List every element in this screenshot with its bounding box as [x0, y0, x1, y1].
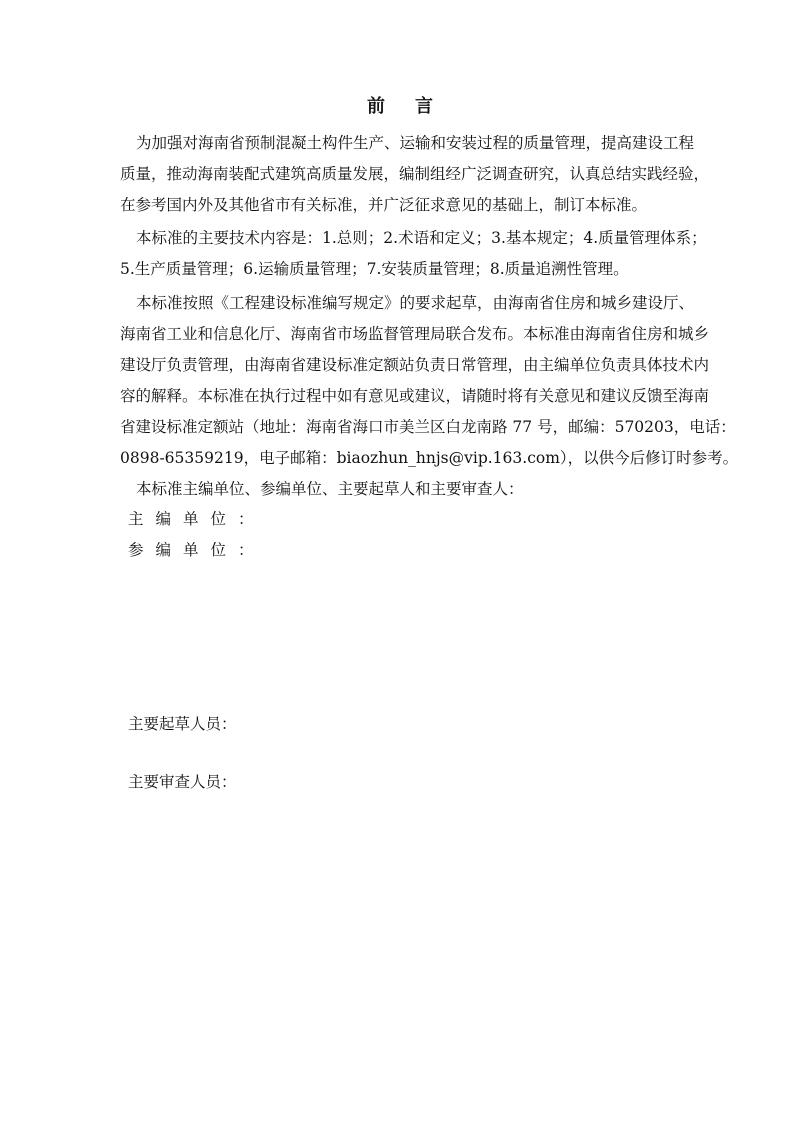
paragraph-line: 0898-65359219，电子邮箱：biaozhun_hnjs@vip.163.com），以供今后修订时参考。: [120, 449, 739, 467]
chief-unit-label: 主编单位：: [128, 510, 266, 528]
paragraph-line: 容的解释。本标准在执行过程中如有意见或建议，请随时将有关意见和建议反馈至海南: [120, 387, 710, 405]
page-title: 前言: [367, 96, 463, 117]
paragraph-line: 本标准按照《工程建设标准编写规定》的要求起草，由海南省住房和城乡建设厅、: [136, 294, 695, 312]
paragraph-line: 建设厅负责管理，由海南省建设标准定额站负责日常管理，由主编单位负责具体技术内: [120, 356, 710, 374]
main-reviewers-label: 主要审查人员：: [128, 773, 237, 791]
paragraph-line: 在参考国内外及其他省市有关标准，并广泛征求意见的基础上，制订本标准。: [120, 196, 648, 214]
paragraph-line: 为加强对海南省预制混凝土构件生产、运输和安装过程的质量管理，提高建设工程: [136, 134, 695, 152]
participating-units-label: 参编单位：: [128, 541, 266, 559]
paragraph-line: 海南省工业和信息化厅、海南省市场监督管理局联合发布。本标准由海南省住房和城乡: [120, 325, 710, 343]
paragraph-line: 质量，推动海南装配式建筑高质量发展，编制组经广泛调查研究，认真总结实践经验，: [120, 165, 710, 183]
paragraph-line: 本标准的主要技术内容是：1.总则；2.术语和定义；3.基本规定；4.质量管理体系；: [136, 229, 707, 247]
main-drafters-label: 主要起草人员：: [128, 715, 237, 733]
paragraph-line: 本标准主编单位、参编单位、主要起草人和主要审查人：: [136, 480, 524, 498]
paragraph-line: 省建设标准定额站（地址：海南省海口市美兰区白龙南路 77 号，邮编：570203，电话：: [120, 418, 736, 436]
paragraph-line: 5.生产质量管理；6.运输质量管理；7.安装质量管理；8.质量追溯性管理。: [120, 260, 629, 278]
